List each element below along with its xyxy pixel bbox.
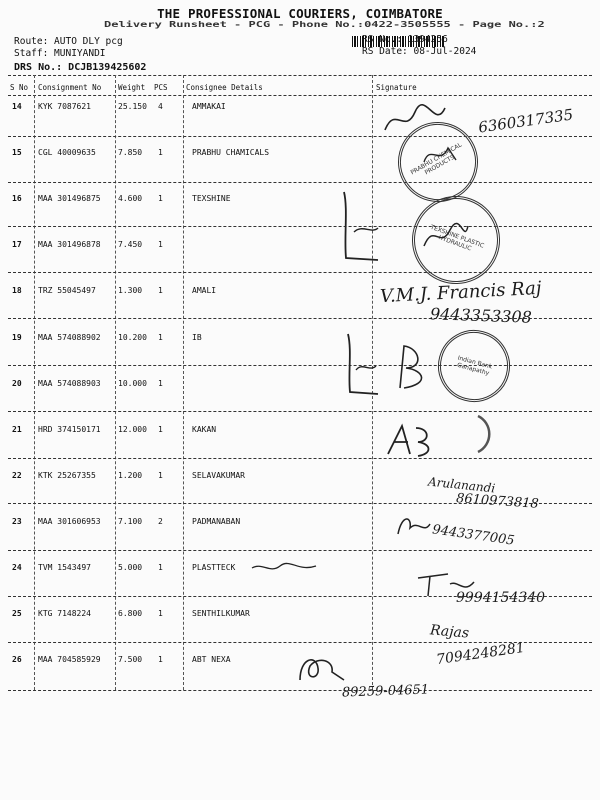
row-consignee: SELAVAKUMAR: [192, 471, 245, 480]
row-consignment: KYK 7087621: [38, 102, 91, 111]
row-sno: 17: [12, 240, 22, 249]
row-divider: [8, 136, 592, 137]
partial-stamp: [474, 412, 500, 456]
col-header-signature: Signature: [376, 83, 417, 92]
row-consignee: AMALI: [192, 286, 217, 295]
row-weight: 10.200: [118, 333, 147, 342]
row-weight: 4.600: [118, 194, 143, 203]
row-consignment: MAA 574088903: [38, 379, 101, 388]
col-header-pcs: PCS: [154, 83, 168, 92]
col-header-sno: S No: [10, 83, 29, 92]
row-divider: [8, 411, 592, 412]
col-header-consignment: Consignment No: [38, 83, 102, 92]
bracket-mark: [330, 330, 382, 400]
col-header-weight: Weight: [118, 83, 146, 92]
rs-number: RS No.: 1394256: [362, 34, 448, 45]
row-consignment: MAA 704585929: [38, 655, 101, 664]
handwritten-phone: 6360317335: [477, 105, 575, 137]
bracket-mark: [322, 188, 384, 268]
row-consignment: MAA 301606953: [38, 517, 101, 526]
row-weight: 1.300: [118, 286, 143, 295]
col-header-consignee: Consignee Details: [186, 83, 263, 92]
row-pcs: 1: [158, 609, 163, 618]
company-stamp: PRABHU CHEMICAL PRODUCTS: [383, 107, 492, 216]
row-weight: 12.000: [118, 425, 147, 434]
row-pcs: 1: [158, 563, 163, 572]
row-divider: [8, 226, 592, 227]
rs-date: RS Date: 08-Jul-2024: [362, 46, 477, 57]
row-consignment: HRD 374150171: [38, 425, 101, 434]
row-divider: [8, 550, 592, 551]
row-consignment: TRZ 55045497: [38, 286, 96, 295]
table-top-border: [8, 75, 592, 76]
signature-scribble: [390, 338, 440, 398]
row-weight: 1.200: [118, 471, 143, 480]
drs-number: DRS No.: DCJB139425602: [14, 62, 147, 73]
row-pcs: 4: [158, 102, 163, 111]
row-divider: [8, 182, 592, 183]
staff-label: Staff: MUNIYANDI: [14, 48, 106, 59]
row-sno: 19: [12, 333, 22, 342]
header-bottom-border: [8, 95, 592, 96]
row-pcs: 1: [158, 148, 163, 157]
handwritten-name: V.M.J. Francis Raj: [379, 277, 542, 308]
row-weight: 7.100: [118, 517, 143, 526]
row-consignee: PRABHU CHAMICALS: [192, 148, 270, 157]
company-stamp: TEXSHINE PLASTIC HYDRAULIC: [400, 184, 513, 297]
column-divider: [183, 75, 184, 690]
row-consignment: CGL 40009635: [38, 148, 96, 157]
row-divider: [8, 458, 592, 459]
row-weight: 5.000: [118, 563, 143, 572]
row-sno: 18: [12, 286, 22, 295]
row-sno: 21: [12, 425, 22, 434]
row-consignee: ABT NEXA: [192, 655, 231, 664]
handwritten-phone: 8610973818: [455, 491, 540, 512]
row-weight: 6.800: [118, 609, 143, 618]
row-consignment: KTK 25267355: [38, 471, 96, 480]
row-pcs: 1: [158, 379, 163, 388]
row-pcs: 1: [158, 425, 163, 434]
row-weight: 7.450: [118, 240, 143, 249]
row-weight: 25.150: [118, 102, 147, 111]
bank-stamp: Indian Bank Ganapathy: [430, 322, 518, 410]
row-sno: 26: [12, 655, 22, 664]
handwritten-phone: 9443377005: [431, 522, 516, 549]
signature-scribble: [382, 420, 444, 460]
route-label: Route: AUTO DLY pcg: [14, 36, 123, 47]
signature-scribble: [420, 220, 470, 254]
signature-scribble: [420, 140, 460, 170]
row-sno: 22: [12, 471, 22, 480]
row-consignee: IB: [192, 333, 202, 342]
row-divider: [8, 272, 592, 273]
strike-scribble: [250, 560, 320, 576]
row-consignment: KTG 7148224: [38, 609, 91, 618]
row-pcs: 2: [158, 517, 163, 526]
row-sno: 24: [12, 563, 22, 572]
handwritten-phone: 9994154340: [456, 590, 546, 606]
row-sno: 25: [12, 609, 22, 618]
column-divider: [34, 75, 35, 690]
column-divider: [115, 75, 116, 690]
row-weight: 7.500: [118, 655, 143, 664]
row-sno: 16: [12, 194, 22, 203]
document-title: THE PROFESSIONAL COURIERS, COIMBATORE: [157, 6, 443, 21]
table-bottom-border: [8, 690, 592, 691]
row-consignment: MAA 574088902: [38, 333, 101, 342]
row-consignee: SENTHILKUMAR: [192, 609, 250, 618]
row-pcs: 1: [158, 655, 163, 664]
signature-scribble: [394, 510, 434, 540]
signature-scribble: [294, 650, 350, 690]
handwritten-name: Rajas: [429, 622, 470, 642]
row-weight: 10.000: [118, 379, 147, 388]
row-sno: 23: [12, 517, 22, 526]
handwritten-phone: 7094248281: [435, 639, 526, 669]
row-consignee: TEXSHINE: [192, 194, 231, 203]
handwritten-phone: 89259-04651: [341, 682, 430, 701]
row-consignee: KAKAN: [192, 425, 217, 434]
row-consignment: MAA 301496878: [38, 240, 101, 249]
handwritten-name: Arulanandi: [427, 474, 496, 496]
row-weight: 7.850: [118, 148, 143, 157]
row-pcs: 1: [158, 286, 163, 295]
row-consignee: PADMANABAN: [192, 517, 241, 526]
row-pcs: 1: [158, 194, 163, 203]
row-consignee: AMMAKAI: [192, 102, 226, 111]
row-consignment: MAA 301496875: [38, 194, 101, 203]
row-sno: 20: [12, 379, 22, 388]
row-sno: 14: [12, 102, 22, 111]
row-consignment: TVM 1543497: [38, 563, 91, 572]
row-pcs: 1: [158, 240, 163, 249]
row-consignee: PLASTTECK: [192, 563, 236, 572]
row-pcs: 1: [158, 333, 163, 342]
row-sno: 15: [12, 148, 22, 157]
handwritten-phone: 9443353308: [429, 304, 533, 327]
row-pcs: 1: [158, 471, 163, 480]
document-subtitle: Delivery Runsheet - PCG - Phone No.:0422-3505555 - Page No.:2: [104, 20, 545, 30]
